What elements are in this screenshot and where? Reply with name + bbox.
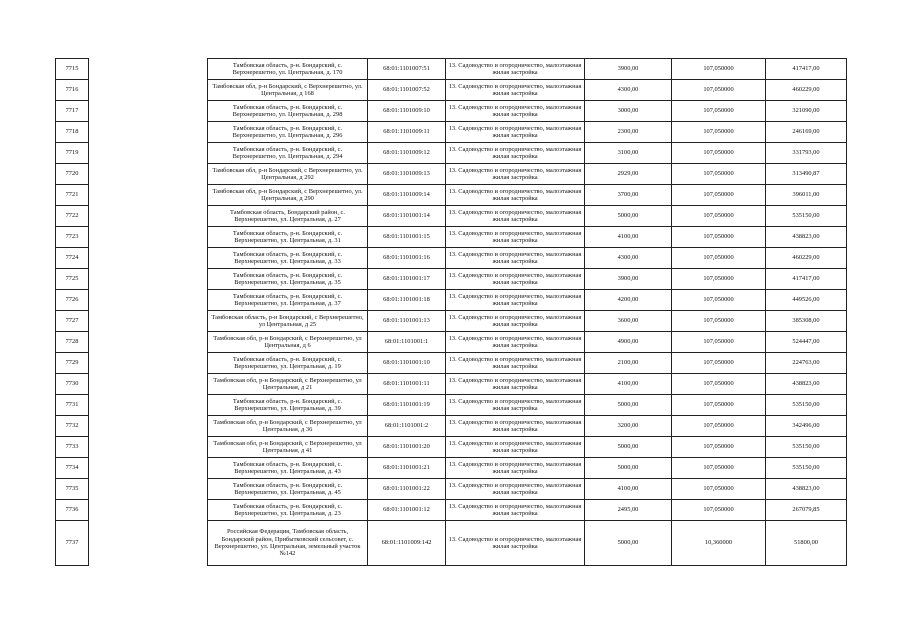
cadastral-number-cell: 68:01:1101001:20 [368,437,446,458]
cadastral-number-cell: 68:01:1101001:11 [368,374,446,395]
specific-value-cell: 107,050000 [672,269,766,290]
cadastral-value-cell: 342496,00 [766,416,847,437]
area-cell: 3700,00 [585,185,672,206]
spacer-cell [89,290,208,311]
area-cell: 2929,00 [585,164,672,185]
land-use-cell: 13. Садоводство и огородничество, малоэтажная жилая застройка [446,353,585,374]
specific-value-cell: 107,050000 [672,332,766,353]
cadastral-number-cell: 68:01:1101001:2 [368,416,446,437]
address-cell: Тамбовская область, р-н. Бондарский, с. Верхнерешетно, ул. Центральная, д. 170 [208,59,368,80]
spacer-cell [89,458,208,479]
cadastral-number-cell: 68:01:1101009:13 [368,164,446,185]
land-use-cell: 13. Садоводство и огородничество, малоэтажная жилая застройка [446,479,585,500]
spacer-cell [89,353,208,374]
row-number-cell: 7727 [56,311,89,332]
registry-sheet [55,58,846,566]
spacer-cell [89,416,208,437]
row-number-cell: 7736 [56,500,89,521]
cadastral-value-cell: 535150,00 [766,458,847,479]
cadastral-number-cell: 68:01:1101001:15 [368,227,446,248]
address-cell: Тамбовская область, р-н. Бондарский, с. Верхнерешетно, ул. Центральная, д. 43 [208,458,368,479]
cadastral-number-cell: 68:01:1101001:17 [368,269,446,290]
cadastral-value-cell: 417417,00 [766,269,847,290]
address-cell: Тамбовская область, Бондарский район, с. Верхнерешетно, ул. Центральная, д. 27 [208,206,368,227]
cadastral-value-cell: 224763,00 [766,353,847,374]
specific-value-cell: 107,050000 [672,353,766,374]
address-cell: Тамбовская обл, р-н Бондарский, с Верхнерешетно, ул. Центральная, д 168 [208,80,368,101]
cadastral-value-cell: 321090,00 [766,101,847,122]
row-number-cell: 7722 [56,206,89,227]
spacer-cell [89,332,208,353]
row-number-cell: 7721 [56,185,89,206]
spacer-cell [89,185,208,206]
table-row [56,416,847,437]
area-cell: 5000,00 [585,206,672,227]
table-body [56,59,847,566]
table-row [56,290,847,311]
table-row [56,479,847,500]
row-number-cell: 7729 [56,353,89,374]
address-cell: Тамбовская область, р-н. Бондарский, с. Верхнерешетно, ул. Центральная, д. 296 [208,122,368,143]
spacer-cell [89,311,208,332]
cadastral-number-cell: 68:01:1101001:19 [368,395,446,416]
area-cell: 2495,00 [585,500,672,521]
specific-value-cell: 107,050000 [672,311,766,332]
cadastral-number-cell: 68:01:1101001:14 [368,206,446,227]
spacer-cell [89,101,208,122]
row-number-cell: 7725 [56,269,89,290]
land-use-cell: 13. Садоводство и огородничество, малоэтажная жилая застройка [446,521,585,566]
cadastral-number-cell: 68:01:1101001:1 [368,332,446,353]
row-number-cell: 7726 [56,290,89,311]
area-cell: 4100,00 [585,227,672,248]
area-cell: 3200,00 [585,416,672,437]
land-plot-table [55,58,847,566]
cadastral-value-cell: 51800,00 [766,521,847,566]
specific-value-cell: 107,050000 [672,206,766,227]
area-cell: 5000,00 [585,395,672,416]
land-use-cell: 13. Садоводство и огородничество, малоэтажная жилая застройка [446,122,585,143]
land-use-cell: 13. Садоводство и огородничество, малоэтажная жилая застройка [446,500,585,521]
spacer-cell [89,227,208,248]
cadastral-number-cell: 68:01:1101007:51 [368,59,446,80]
specific-value-cell: 107,050000 [672,437,766,458]
cadastral-value-cell: 438823,00 [766,374,847,395]
cadastral-value-cell: 267079,85 [766,500,847,521]
table-row [56,374,847,395]
spacer-cell [89,143,208,164]
specific-value-cell: 107,050000 [672,500,766,521]
table-row [56,206,847,227]
spacer-cell [89,500,208,521]
specific-value-cell: 107,050000 [672,479,766,500]
address-cell: Тамбовская область, р-н. Бондарский, с. Верхнерешетно, ул. Центральная, д. 45 [208,479,368,500]
spacer-cell [89,206,208,227]
specific-value-cell: 107,050000 [672,248,766,269]
specific-value-cell: 107,050000 [672,101,766,122]
specific-value-cell: 107,050000 [672,164,766,185]
area-cell: 3900,00 [585,269,672,290]
address-cell: Тамбовская область, р-н. Бондарский, с. Верхнерешетно, ул. Центральная, д. 23 [208,500,368,521]
spacer-cell [89,521,208,566]
table-row [56,332,847,353]
table-row [56,59,847,80]
cadastral-value-cell: 460229,00 [766,248,847,269]
spacer-cell [89,395,208,416]
table-row [56,248,847,269]
area-cell: 3600,00 [585,311,672,332]
specific-value-cell: 107,050000 [672,59,766,80]
specific-value-cell: 107,050000 [672,290,766,311]
table-row [56,353,847,374]
cadastral-value-cell: 331793,00 [766,143,847,164]
cadastral-number-cell: 68:01:1101001:16 [368,248,446,269]
row-number-cell: 7723 [56,227,89,248]
address-cell: Тамбовская обл, р-н Бондарский, с Верхнерешетно, ул Центральная, д 6 [208,332,368,353]
cadastral-number-cell: 68:01:1101009:11 [368,122,446,143]
cadastral-number-cell: 68:01:1101001:10 [368,353,446,374]
land-use-cell: 13. Садоводство и огородничество, малоэтажная жилая застройка [446,59,585,80]
row-number-cell: 7724 [56,248,89,269]
spacer-cell [89,479,208,500]
row-number-cell: 7716 [56,80,89,101]
area-cell: 2300,00 [585,122,672,143]
specific-value-cell: 107,050000 [672,227,766,248]
land-use-cell: 13. Садоводство и огородничество, малоэтажная жилая застройка [446,227,585,248]
address-cell: Тамбовская область, р-н. Бондарский, с. Верхнерешетно, ул. Центральная, д. 39 [208,395,368,416]
cadastral-value-cell: 396011,00 [766,185,847,206]
spacer-cell [89,122,208,143]
cadastral-number-cell: 68:01:1101001:12 [368,500,446,521]
row-number-cell: 7730 [56,374,89,395]
area-cell: 3000,00 [585,101,672,122]
address-cell: Тамбовская область, р-н. Бондарский, с. Верхнерешетно, ул. Центральная, д. 37 [208,290,368,311]
address-cell: Тамбовская область, р-н. Бондарский, с. Верхнерешетно, ул. Центральная, д. 294 [208,143,368,164]
table-row [56,164,847,185]
area-cell: 5000,00 [585,521,672,566]
table-row [56,80,847,101]
cadastral-number-cell: 68:01:1101001:18 [368,290,446,311]
table-row [56,227,847,248]
row-number-cell: 7718 [56,122,89,143]
area-cell: 4300,00 [585,80,672,101]
cadastral-value-cell: 385308,00 [766,311,847,332]
spacer-cell [89,59,208,80]
cadastral-value-cell: 535150,00 [766,437,847,458]
cadastral-value-cell: 449526,00 [766,290,847,311]
cadastral-number-cell: 68:01:1101001:21 [368,458,446,479]
land-use-cell: 13. Садоводство и огородничество, малоэтажная жилая застройка [446,164,585,185]
row-number-cell: 7728 [56,332,89,353]
cadastral-number-cell: 68:01:1101009:14 [368,185,446,206]
land-use-cell: 13. Садоводство и огородничество, малоэтажная жилая застройка [446,80,585,101]
area-cell: 5000,00 [585,437,672,458]
land-use-cell: 13. Садоводство и огородничество, малоэтажная жилая застройка [446,206,585,227]
address-cell: Тамбовская область, р-н Бондарский, с Верхнерешетно, ул Центральная, д 25 [208,311,368,332]
table-row [56,185,847,206]
specific-value-cell: 107,050000 [672,374,766,395]
area-cell: 3900,00 [585,59,672,80]
table-row [56,395,847,416]
address-cell: Тамбовская обл, р-н Бондарский, с Верхнерешетно, ул Центральная, д 41 [208,437,368,458]
land-use-cell: 13. Садоводство и огородничество, малоэтажная жилая застройка [446,437,585,458]
address-cell: Тамбовская область, р-н. Бондарский, с. Верхнерешетно, ул. Центральная, д. 298 [208,101,368,122]
land-use-cell: 13. Садоводство и огородничество, малоэтажная жилая застройка [446,332,585,353]
row-number-cell: 7735 [56,479,89,500]
land-use-cell: 13. Садоводство и огородничество, малоэтажная жилая застройка [446,101,585,122]
spacer-cell [89,269,208,290]
area-cell: 5000,00 [585,458,672,479]
specific-value-cell: 107,050000 [672,416,766,437]
address-cell: Тамбовская обл, р-н Бондарский, с Верхнерешетно, ул Центральная, д 36 [208,416,368,437]
cadastral-value-cell: 460229,00 [766,80,847,101]
land-use-cell: 13. Садоводство и огородничество, малоэтажная жилая застройка [446,311,585,332]
spacer-cell [89,80,208,101]
cadastral-number-cell: 68:01:1101001:13 [368,311,446,332]
cadastral-value-cell: 417417,00 [766,59,847,80]
table-row [56,437,847,458]
area-cell: 4300,00 [585,248,672,269]
specific-value-cell: 107,050000 [672,143,766,164]
specific-value-cell: 10,360000 [672,521,766,566]
spacer-cell [89,164,208,185]
spacer-cell [89,248,208,269]
table-row [56,122,847,143]
cadastral-value-cell: 313490,87 [766,164,847,185]
address-cell: Российская Федерация, Тамбовская область, Бондарский район, Прибытковский сельсовет, с. Верхнерешетно, ул. Центральная, земельный участок №142 [208,521,368,566]
land-use-cell: 13. Садоводство и огородничество, малоэтажная жилая застройка [446,185,585,206]
area-cell: 4900,00 [585,332,672,353]
land-use-cell: 13. Садоводство и огородничество, малоэтажная жилая застройка [446,395,585,416]
row-number-cell: 7719 [56,143,89,164]
row-number-cell: 7717 [56,101,89,122]
row-number-cell: 7737 [56,521,89,566]
row-number-cell: 7734 [56,458,89,479]
specific-value-cell: 107,050000 [672,122,766,143]
cadastral-value-cell: 438823,00 [766,479,847,500]
spacer-cell [89,437,208,458]
specific-value-cell: 107,050000 [672,458,766,479]
land-use-cell: 13. Садоводство и огородничество, малоэтажная жилая застройка [446,416,585,437]
table-row [56,143,847,164]
address-cell: Тамбовская область, р-н. Бондарский, с. Верхнерешетно, ул. Центральная, д. 31 [208,227,368,248]
land-use-cell: 13. Садоводство и огородничество, малоэтажная жилая застройка [446,374,585,395]
land-use-cell: 13. Садоводство и огородничество, малоэтажная жилая застройка [446,269,585,290]
cadastral-value-cell: 524447,00 [766,332,847,353]
address-cell: Тамбовская область, р-н. Бондарский, с. Верхнерешетно, ул. Центральная, д. 33 [208,248,368,269]
area-cell: 2100,00 [585,353,672,374]
cadastral-number-cell: 68:01:1101009:12 [368,143,446,164]
land-use-cell: 13. Садоводство и огородничество, малоэтажная жилая застройка [446,248,585,269]
cadastral-number-cell: 68:01:1101009:142 [368,521,446,566]
address-cell: Тамбовская область, р-н. Бондарский, с. Верхнерешетно, ул. Центральная, д. 19 [208,353,368,374]
specific-value-cell: 107,050000 [672,395,766,416]
address-cell: Тамбовская обл, р-н Бондарский, с Верхнерешетно, ул. Центральная, д 290 [208,185,368,206]
land-use-cell: 13. Садоводство и огородничество, малоэтажная жилая застройка [446,458,585,479]
table-row [56,269,847,290]
table-row [56,500,847,521]
cadastral-value-cell: 246169,00 [766,122,847,143]
row-number-cell: 7720 [56,164,89,185]
area-cell: 4100,00 [585,374,672,395]
cadastral-value-cell: 535150,00 [766,206,847,227]
cadastral-number-cell: 68:01:1101001:22 [368,479,446,500]
table-row [56,521,847,566]
row-number-cell: 7715 [56,59,89,80]
address-cell: Тамбовская область, р-н. Бондарский, с. Верхнерешетно, ул. Центральная, д. 35 [208,269,368,290]
address-cell: Тамбовская обл, р-н Бондарский, с Верхнерешетно, ул. Центральная, д 292 [208,164,368,185]
cadastral-value-cell: 535150,00 [766,395,847,416]
land-use-cell: 13. Садоводство и огородничество, малоэтажная жилая застройка [446,290,585,311]
cadastral-number-cell: 68:01:1101007:52 [368,80,446,101]
specific-value-cell: 107,050000 [672,185,766,206]
area-cell: 4100,00 [585,479,672,500]
table-row [56,101,847,122]
land-use-cell: 13. Садоводство и огородничество, малоэтажная жилая застройка [446,143,585,164]
row-number-cell: 7733 [56,437,89,458]
area-cell: 3100,00 [585,143,672,164]
table-row [56,458,847,479]
row-number-cell: 7731 [56,395,89,416]
specific-value-cell: 107,050000 [672,80,766,101]
table-row [56,311,847,332]
address-cell: Тамбовская обл, р-н Бондарский, с Верхнерешетно, ул Центральная, д 21 [208,374,368,395]
cadastral-value-cell: 438823,00 [766,227,847,248]
cadastral-number-cell: 68:01:1101009:10 [368,101,446,122]
area-cell: 4200,00 [585,290,672,311]
row-number-cell: 7732 [56,416,89,437]
spacer-cell [89,374,208,395]
